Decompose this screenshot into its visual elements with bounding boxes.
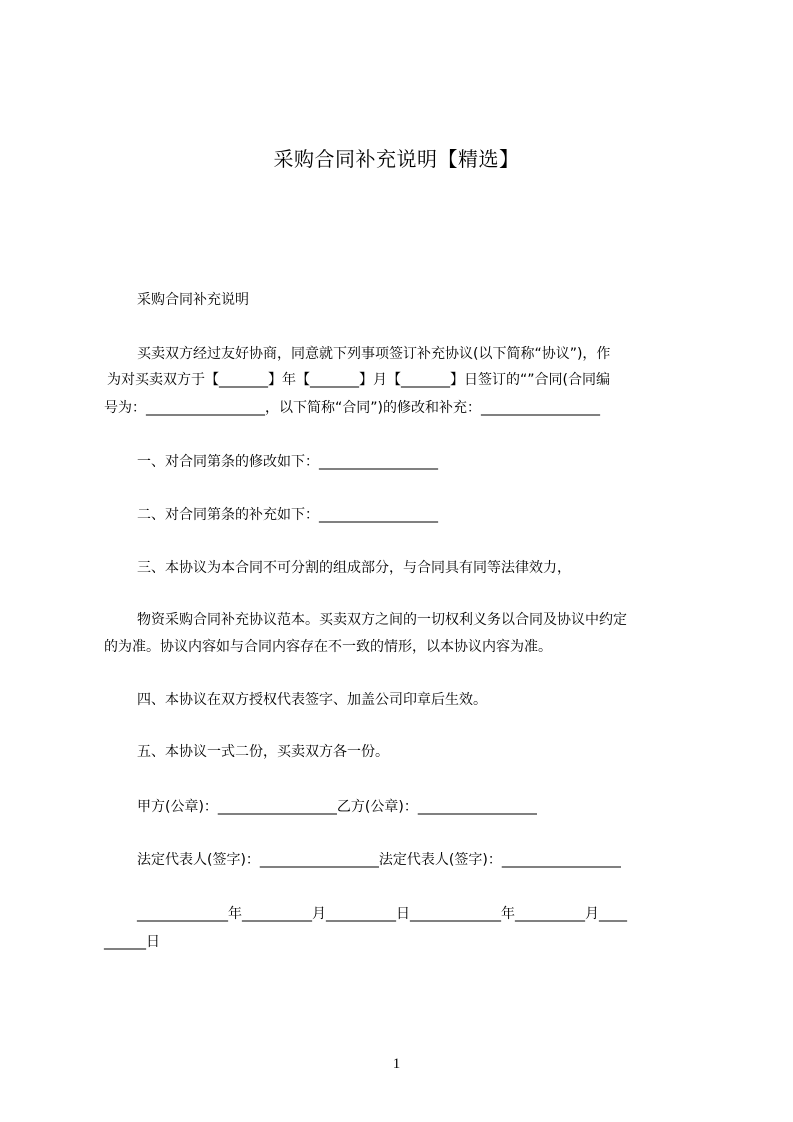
intro-line-2: 为对买卖双方于【_______】年【_______】月【_______】日签订的“”合同(合同编 (107, 372, 610, 388)
paragraph-line-1: 物资采购合同补充协议范本。买卖双方之间的一切权利义务以合同及协议中约定 (137, 612, 627, 628)
clause-4: 四、本协议在双方授权代表签字、加盖公司印章后生效。 (137, 692, 487, 708)
page-number: 1 (392, 1056, 401, 1072)
clause-1: 一、对合同第条的修改如下：_________________ (137, 454, 438, 470)
intro-line-1: 买卖双方经过友好协商，同意就下列事项签订补充协议(以下简称“协议”)，作 (137, 346, 611, 362)
subtitle: 采购合同补充说明 (137, 292, 249, 308)
clause-5: 五、本协议一式二份，买卖双方各一份。 (137, 744, 389, 760)
date-line-1: _____________年__________月__________日_____________年__________月____ (137, 906, 627, 922)
clause-3: 三、本协议为本合同不可分割的组成部分，与合同具有同等法律效力， (137, 560, 571, 576)
paragraph-line-2: 的为准。协议内容如与合同内容存在不一致的情形，以本协议内容为准。 (104, 639, 552, 655)
seal-line: 甲方(公章)：_________________乙方(公章)：_________________ (137, 799, 537, 815)
clause-2: 二、对合同第条的补充如下：_________________ (137, 507, 438, 523)
date-line-2: ______日 (104, 934, 160, 950)
intro-line-3: 号为：_________________，以下简称“合同”)的修改和补充：_________________ (104, 400, 600, 416)
document-title: 采购合同补充说明【精选】 (273, 147, 520, 171)
signature-line: 法定代表人(签字)：_________________法定代表人(签字)：_________________ (137, 852, 621, 868)
